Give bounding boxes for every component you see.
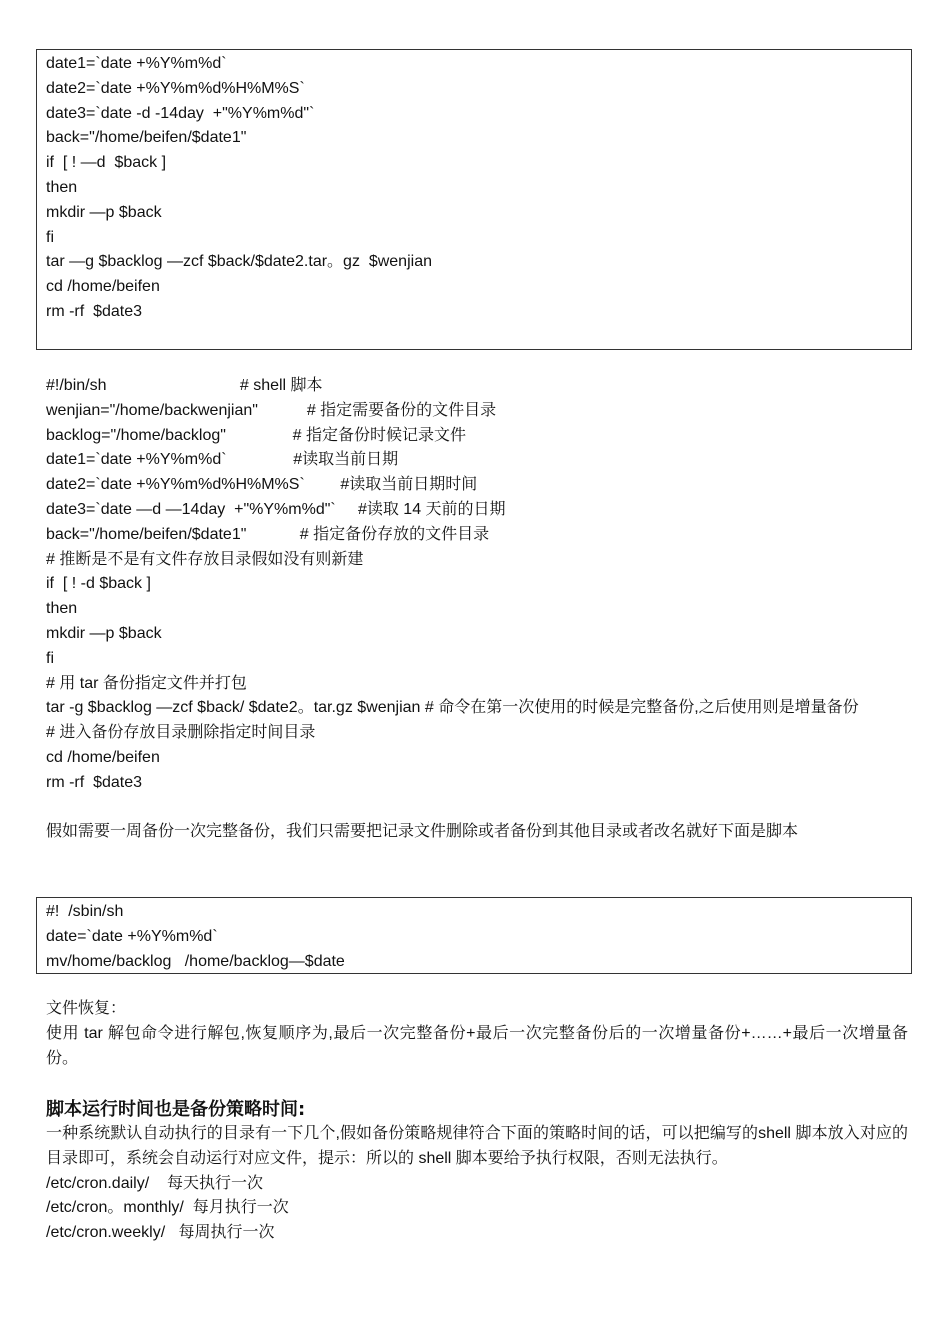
script-line: rm -rf $date3 — [46, 773, 143, 791]
code-line: rm -rf $date3 — [46, 302, 143, 320]
script-line: if [ ! -d $back ] — [46, 575, 151, 593]
cron-body: 一种系统默认自动执行的目录有一下几个,假如备份策略规律符合下面的策略时间的话，可以把编写的shell 脚本放入对应的目录即可，系统会自动运行对应文件，提示：所以的 shell 脚本要给予执行权限，否则无法执行。 — [46, 1125, 908, 1167]
code-line: date1=`date +%Y%m%d` — [46, 55, 227, 72]
script-line: then — [46, 600, 78, 618]
code-line: #! /sbin/sh — [46, 903, 124, 920]
script-line: backlog="/home/backlog" # 指定备份时候记录文件 — [46, 426, 466, 444]
code-box-weekly-script — [36, 897, 912, 974]
cron-dir-line: /etc/cron。monthly/ 每月执行一次 — [46, 1199, 289, 1217]
code-line: tar —g $backlog —zcf $back/$date2.tar。gz $wenjian — [46, 253, 432, 271]
script-line: date1=`date +%Y%m%d` #读取当前日期 — [46, 451, 399, 469]
script-line: # 用 tar 备份指定文件并打包 — [46, 674, 247, 692]
code-line: date=`date +%Y%m%d` — [46, 927, 218, 945]
annotated-script — [46, 374, 908, 845]
script-line: # 进入备份存放目录删除指定时间目录 — [46, 724, 316, 742]
restore-section — [46, 997, 908, 1071]
cron-heading: 脚本运行时间也是备份策略时间: — [46, 1099, 306, 1120]
blank-line — [46, 796, 908, 821]
cron-section — [46, 1122, 908, 1246]
script-line: date2=`date +%Y%m%d%H%M%S` #读取当前日期时间 — [46, 476, 478, 494]
code-line: date3=`date -d -14day +"%Y%m%d"` — [46, 104, 315, 122]
script-line: wenjian="/home/backwenjian" # 指定需要备份的文件目录 — [46, 401, 497, 419]
code-line: mkdir —p $back — [46, 203, 162, 221]
script-line: mkdir —p $back — [46, 624, 162, 642]
restore-body: 使用 tar 解包命令进行解包,恢复顺序为,最后一次完整备份+最后一次完整备份后的一次增量备份+……+最后一次增量备份。 — [46, 1024, 908, 1067]
weekly-intro-paragraph: 假如需要一周备份一次完整备份，我们只需要把记录文件删除或者备份到其他目录或者改名就好下面是脚本 — [46, 823, 799, 841]
script-line: back="/home/beifen/$date1" # 指定备份存放的文件目录 — [46, 525, 490, 543]
script-line: #!/bin/sh # shell 脚本 — [46, 377, 323, 394]
code-line: cd /home/beifen — [46, 278, 160, 296]
code-line: if [ ! —d $back ] — [46, 154, 167, 172]
code-line: then — [46, 178, 78, 196]
code-line: back="/home/beifen/$date1" — [46, 129, 247, 147]
cron-dir-line: /etc/cron.daily/ 每天执行一次 — [46, 1174, 263, 1192]
restore-title: 文件恢复： — [46, 1000, 127, 1017]
script-long-line: tar -g $backlog —zcf $back/ $date2。tar.gz $wenjian # 命令在第一次使用的时候是完整备份,之后使用则是增量备份 — [46, 699, 859, 717]
code-line: fi — [46, 228, 54, 246]
cron-dir-line: /etc/cron.weekly/ 每周执行一次 — [46, 1224, 275, 1242]
code-line: date2=`date +%Y%m%d%H%M%S` — [46, 79, 305, 97]
script-line: date3=`date —d —14day +"%Y%m%d"` #读取 14 天前的日期 — [46, 500, 506, 518]
script-line: fi — [46, 649, 54, 667]
script-line: # 推断是不是有文件存放目录假如没有则新建 — [46, 550, 364, 568]
code-line: mv/home/backlog /home/backlog—$date — [46, 952, 345, 970]
script-line: cd /home/beifen — [46, 748, 160, 766]
code-box-backup-script — [36, 49, 912, 350]
